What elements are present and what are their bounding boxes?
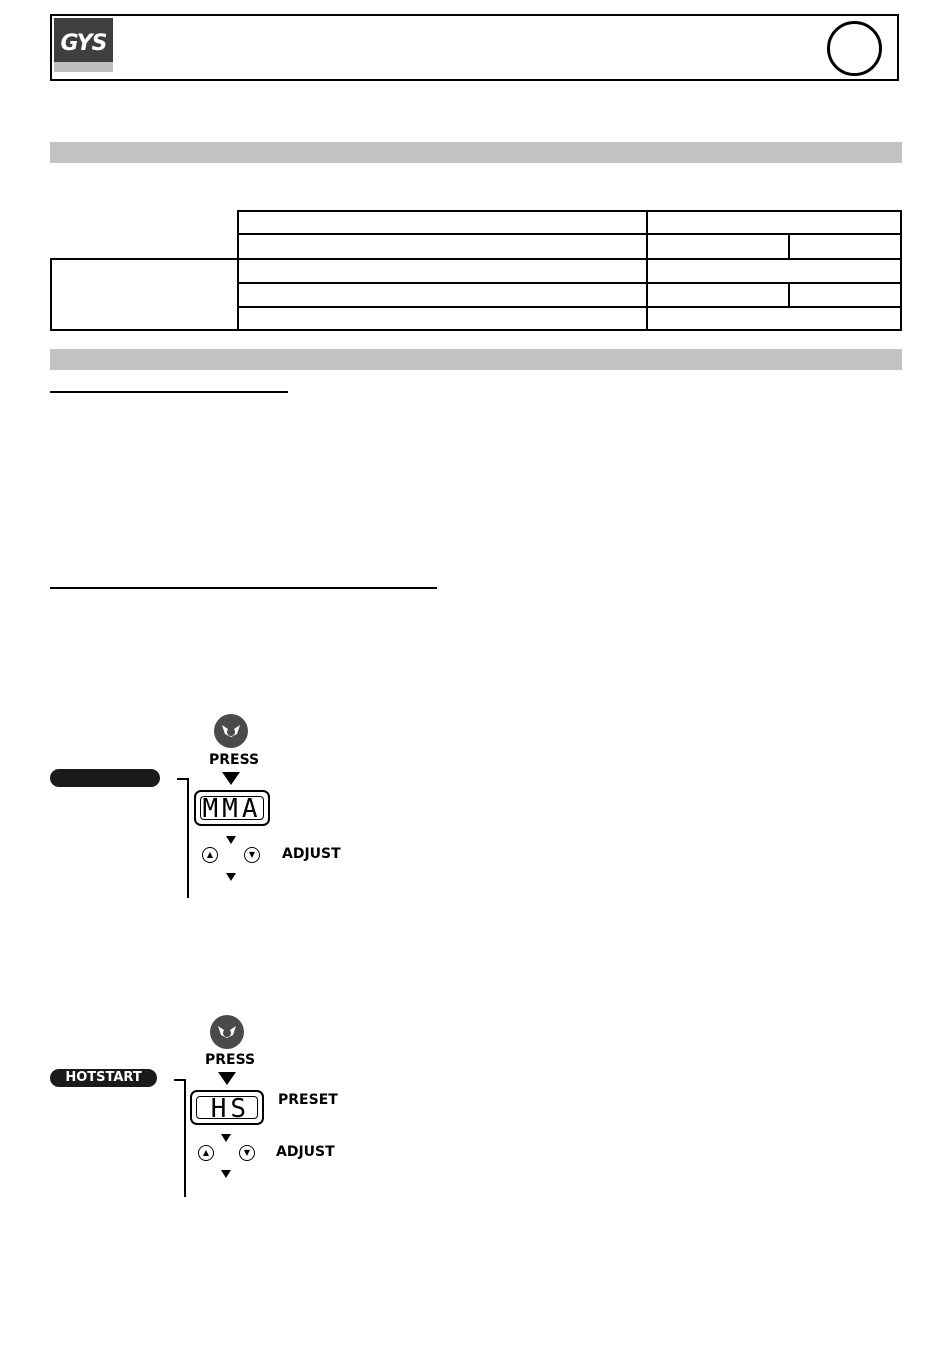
down-triangle-icon — [226, 873, 236, 881]
section-bar-specs — [50, 142, 902, 163]
lcd-value: HS — [210, 1094, 250, 1124]
adjust-label: ADJUST — [282, 846, 341, 862]
heading-underline — [50, 391, 288, 393]
down-triangle-icon — [218, 1072, 236, 1085]
mode-pill — [50, 769, 160, 787]
down-arrow-icon: ▼ — [244, 847, 260, 863]
preset-label: PRESET — [278, 1092, 338, 1108]
table-cell — [237, 210, 648, 235]
table-cell — [237, 282, 648, 308]
table-row-header-cell — [50, 258, 239, 331]
press-label: PRESS — [209, 752, 260, 768]
language-circle — [827, 21, 882, 76]
table-cell — [646, 306, 902, 331]
bracket-top — [174, 1079, 184, 1081]
header-frame — [50, 14, 899, 81]
bracket-line — [187, 778, 189, 898]
down-triangle-icon — [221, 1170, 231, 1178]
table-cell — [237, 233, 648, 260]
hotstart-pill: HOTSTART — [50, 1069, 157, 1087]
logo-text: GYS — [60, 31, 107, 56]
table-cell — [237, 306, 648, 331]
down-triangle-icon — [226, 836, 236, 844]
bracket-line — [184, 1079, 186, 1197]
heading-underline — [50, 587, 437, 589]
table-cell — [788, 233, 902, 260]
bracket-top — [177, 778, 187, 780]
table-cell — [646, 258, 902, 284]
table-cell — [646, 282, 790, 308]
gys-logo — [54, 18, 113, 72]
table-cell — [646, 233, 790, 260]
section-bar-use — [50, 349, 902, 370]
adjust-label: ADJUST — [276, 1144, 335, 1160]
press-label: PRESS — [205, 1052, 256, 1068]
down-triangle-icon — [222, 772, 240, 785]
lcd-display — [194, 790, 270, 826]
table-cell — [788, 282, 902, 308]
lcd-value: MMA — [202, 794, 262, 824]
table-cell — [237, 258, 648, 284]
up-arrow-icon: ▲ — [198, 1145, 214, 1161]
down-arrow-icon: ▼ — [239, 1145, 255, 1161]
table-cell — [646, 210, 902, 235]
down-triangle-icon — [221, 1134, 231, 1142]
press-button-icon — [210, 1015, 244, 1049]
up-arrow-icon: ▲ — [202, 847, 218, 863]
press-button-icon — [214, 714, 248, 748]
logo-bar — [54, 62, 113, 72]
lcd-display — [190, 1090, 264, 1125]
